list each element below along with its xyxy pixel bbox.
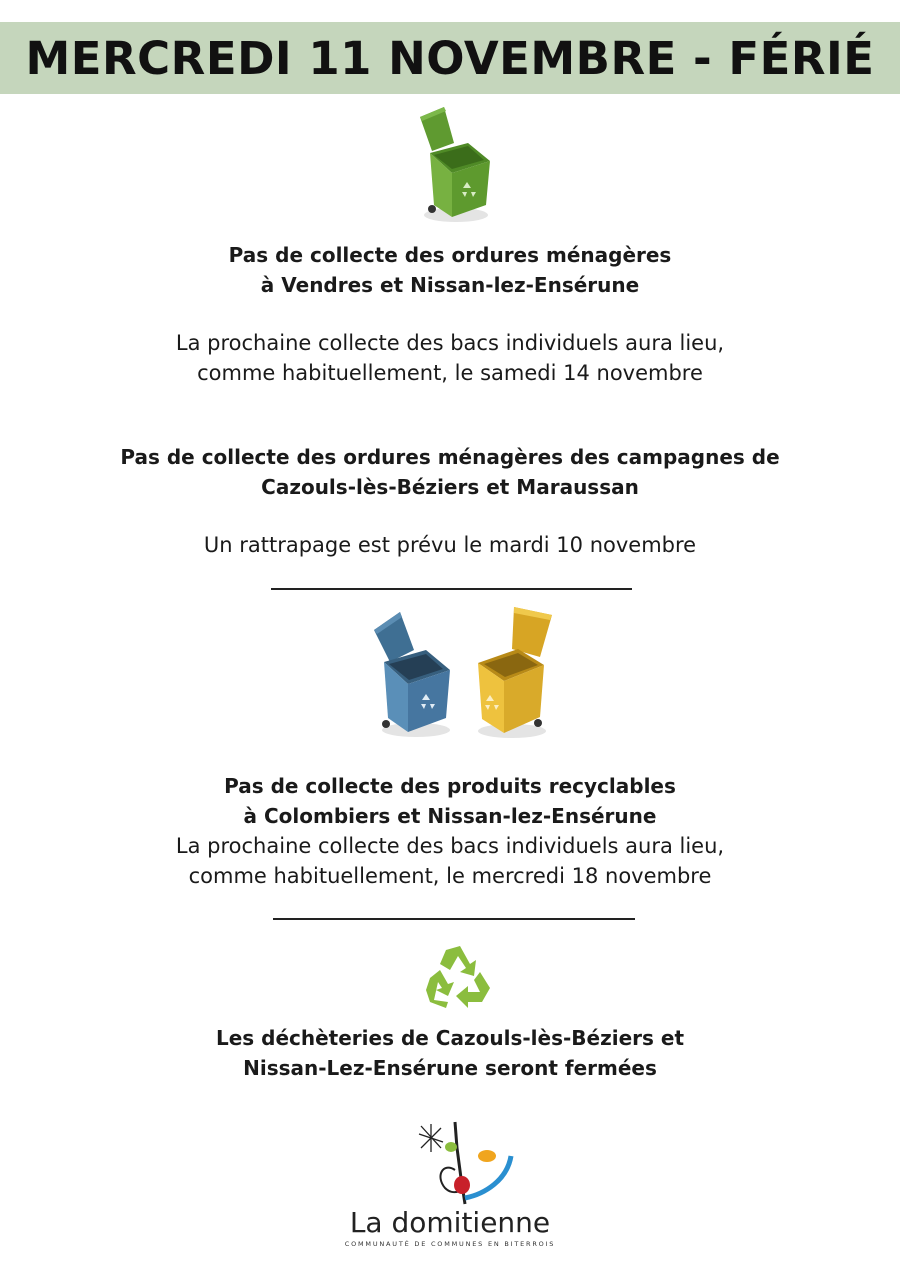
section-campaigns [0,442,900,560]
text-line: Un rattrapage est prévu le mardi 10 novembre [203,533,697,557]
header-banner [0,22,900,94]
la-domitienne-logo [415,1118,515,1208]
section-household [0,240,900,388]
section-recycling [0,771,900,891]
heading-line: à Colombiers et Nissan-lez-Ensérune [243,804,657,828]
logo-tagline: COMMUNAUTÉ DE COMMUNES EN BITERROIS [344,1240,556,1248]
text-line: comme habituellement, le samedi 14 novembre [197,361,703,385]
section-dechetteries [0,1023,900,1083]
heading-line: Pas de collecte des ordures ménagères [228,243,672,267]
heading-line: Pas de collecte des produits recyclables [224,774,676,798]
divider [273,918,635,920]
page-title: MERCREDI 11 NOVEMBRE - FÉRIÉ [25,31,875,85]
green-trash-bin-icon [412,105,494,230]
footer [0,1208,900,1250]
text-line: La prochaine collecte des bacs individuels aura lieu, [175,331,725,355]
heading-line: Nissan-Lez-Ensérune seront fermées [243,1056,657,1080]
recycle-icon [424,944,494,1010]
blue-trash-bin-icon [370,610,456,745]
divider [271,588,632,590]
heading-line: Cazouls-lès-Béziers et Maraussan [261,475,639,499]
logo-name: La domitienne [349,1206,551,1239]
heading-line: Pas de collecte des ordures ménagères des campagnes de [120,445,780,469]
heading-line: à Vendres et Nissan-lez-Ensérune [260,273,640,297]
text-line: comme habituellement, le mercredi 18 novembre [188,864,712,888]
heading-line: Les déchèteries de Cazouls-lès-Béziers et [215,1026,685,1050]
text-line: La prochaine collecte des bacs individuels aura lieu, [175,834,725,858]
yellow-trash-bin-icon [472,605,558,745]
